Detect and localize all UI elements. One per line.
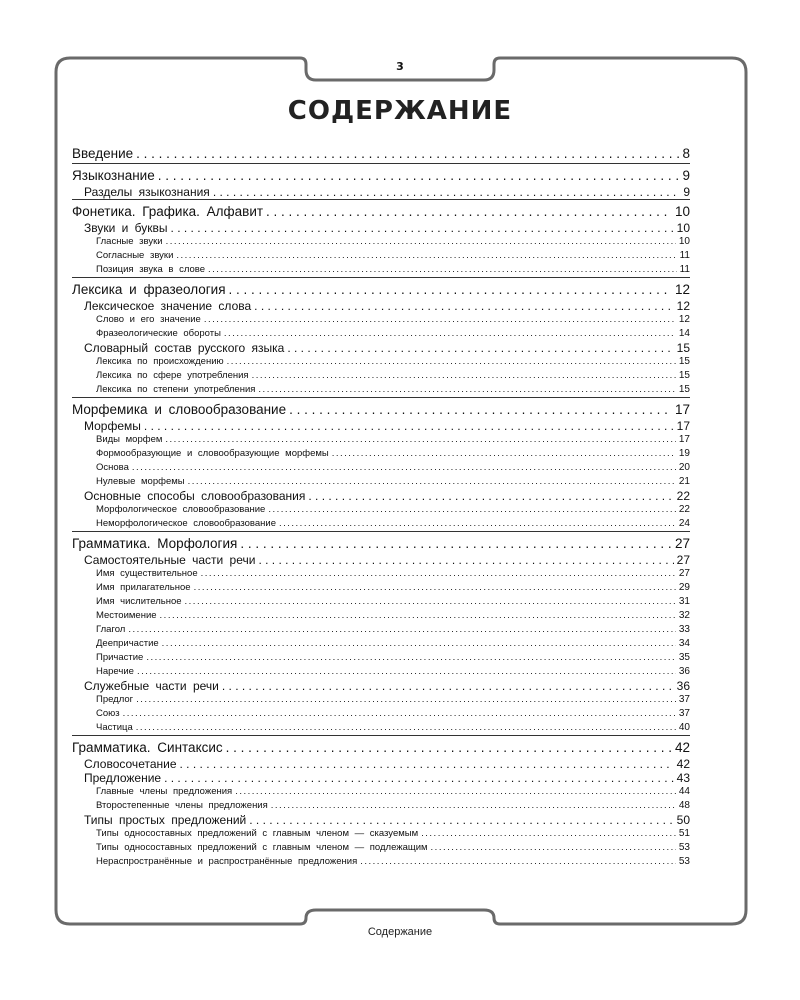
toc-entry-title: Формообразующие и словообразующие морфемы bbox=[96, 448, 329, 459]
toc-entry-level-2[interactable] bbox=[72, 553, 690, 567]
toc-entry-page: 50 bbox=[676, 813, 690, 827]
toc-entry-page: 22 bbox=[676, 489, 690, 503]
toc-entry-level-3[interactable] bbox=[72, 799, 690, 813]
toc-leader-dots bbox=[258, 383, 675, 397]
toc-leader-dots bbox=[308, 489, 673, 503]
toc-entry-page: 35 bbox=[678, 652, 690, 663]
toc-leader-dots bbox=[227, 355, 676, 369]
toc-leader-dots bbox=[332, 447, 676, 461]
toc-entry-level-3[interactable] bbox=[72, 235, 690, 249]
toc-entry-level-3[interactable] bbox=[72, 433, 690, 447]
toc-leader-dots bbox=[271, 799, 676, 813]
toc-entry-title: Наречие bbox=[96, 666, 134, 677]
toc-entry-level-3[interactable] bbox=[72, 707, 690, 721]
toc-entry-title: Словарный состав русского языка bbox=[84, 341, 285, 355]
toc-leader-dots bbox=[229, 280, 672, 299]
toc-entry-title: Причастие bbox=[96, 652, 144, 663]
toc-entry-level-3[interactable] bbox=[72, 651, 690, 665]
toc-entry-page: 21 bbox=[678, 476, 690, 487]
toc-entry-page: 37 bbox=[678, 694, 690, 705]
toc-entry-level-1[interactable] bbox=[72, 144, 690, 163]
toc-section bbox=[72, 280, 690, 398]
toc-section bbox=[72, 400, 690, 532]
toc-leader-dots bbox=[164, 771, 674, 785]
toc-entry-title: Имя прилагательное bbox=[96, 582, 191, 593]
toc-entry-level-3[interactable] bbox=[72, 855, 690, 869]
toc-entry-level-3[interactable] bbox=[72, 447, 690, 461]
toc-leader-dots bbox=[240, 534, 672, 553]
toc-leader-dots bbox=[226, 738, 672, 757]
toc-entry-title: Типы односоставных предложений с главным членом — подлежащим bbox=[96, 842, 428, 853]
toc-entry-page: 9 bbox=[682, 168, 690, 183]
toc-entry-level-3[interactable] bbox=[72, 721, 690, 735]
toc-leader-dots bbox=[180, 757, 674, 771]
toc-entry-level-1[interactable] bbox=[72, 738, 690, 757]
toc-entry-title: Имя числительное bbox=[96, 596, 182, 607]
toc-entry-title: Основа bbox=[96, 462, 129, 473]
toc-entry-title: Языкознание bbox=[72, 168, 155, 183]
toc-section bbox=[72, 166, 690, 200]
toc-entry-level-2[interactable] bbox=[72, 341, 690, 355]
toc-entry-title: Словосочетание bbox=[84, 757, 177, 771]
toc-entry-page: 17 bbox=[674, 402, 690, 417]
toc-entry-page: 42 bbox=[676, 757, 690, 771]
toc-entry-title: Главные члены предложения bbox=[96, 786, 233, 797]
toc-entry-page: 34 bbox=[678, 638, 690, 649]
toc-entry-page: 9 bbox=[683, 185, 690, 199]
toc-entry-page: 53 bbox=[678, 856, 690, 867]
toc-entry-level-3[interactable] bbox=[72, 327, 690, 341]
toc-entry-title: Фонетика. Графика. Алфавит bbox=[72, 204, 264, 219]
toc-entry-title: Грамматика. Морфология bbox=[72, 536, 238, 551]
toc-leader-dots bbox=[224, 327, 676, 341]
toc-entry-page: 37 bbox=[678, 708, 690, 719]
toc-leader-dots bbox=[162, 637, 676, 651]
toc-entry-title: Звуки и буквы bbox=[84, 221, 168, 235]
page-number: 3 bbox=[396, 60, 404, 73]
toc-entry-title: Введение bbox=[72, 146, 134, 161]
toc-entry-title: Типы односоставных предложений с главным членом — сказуемым bbox=[96, 828, 419, 839]
toc-entry-level-1[interactable] bbox=[72, 280, 690, 299]
toc-entry-level-3[interactable] bbox=[72, 841, 690, 855]
toc-entry-page: 22 bbox=[678, 504, 690, 515]
toc-leader-dots bbox=[431, 841, 676, 855]
toc-entry-page: 12 bbox=[674, 282, 690, 297]
toc-entry-title: Согласные звуки bbox=[96, 250, 174, 261]
toc-entry-page: 27 bbox=[674, 536, 690, 551]
toc-leader-dots bbox=[201, 567, 676, 581]
toc-entry-page: 19 bbox=[678, 448, 690, 459]
toc-entry-title: Лексика по сфере употребления bbox=[96, 370, 249, 381]
toc-entry-level-2[interactable] bbox=[72, 679, 690, 693]
toc-entry-level-3[interactable] bbox=[72, 595, 690, 609]
toc-entry-level-3[interactable] bbox=[72, 609, 690, 623]
toc-leader-dots bbox=[268, 503, 676, 517]
toc-leader-dots bbox=[188, 475, 676, 489]
toc-leader-dots bbox=[158, 166, 680, 185]
toc-entry-page: 10 bbox=[674, 204, 690, 219]
toc-entry-page: 11 bbox=[679, 264, 690, 275]
toc-entry-level-2[interactable] bbox=[72, 757, 690, 771]
toc-leader-dots bbox=[266, 202, 672, 221]
toc-entry-title: Деепричастие bbox=[96, 638, 159, 649]
toc-leader-dots bbox=[136, 144, 679, 163]
toc-leader-dots bbox=[146, 651, 676, 665]
page-title: СОДЕРЖАНИЕ bbox=[287, 96, 513, 126]
toc-entry-title: Лексика по степени употребления bbox=[96, 384, 256, 395]
toc-leader-dots bbox=[254, 299, 673, 313]
toc-entry-page: 14 bbox=[678, 328, 690, 339]
toc-section bbox=[72, 202, 690, 278]
toc-entry-page: 43 bbox=[676, 771, 690, 785]
toc-entry-page: 40 bbox=[678, 722, 690, 733]
toc-entry-level-3[interactable] bbox=[72, 785, 690, 799]
toc-leader-dots bbox=[123, 707, 676, 721]
toc-entry-level-2[interactable] bbox=[72, 221, 690, 235]
toc-entry-level-3[interactable] bbox=[72, 475, 690, 489]
toc-entry-page: 10 bbox=[676, 221, 690, 235]
toc-entry-level-3[interactable] bbox=[72, 517, 690, 531]
toc-leader-dots bbox=[136, 693, 676, 707]
toc-section bbox=[72, 144, 690, 164]
toc-leader-dots bbox=[165, 433, 675, 447]
running-footer: Содержание bbox=[367, 926, 433, 938]
toc-entry-title: Нераспространённые и распространённые предложения bbox=[96, 856, 358, 867]
toc-leader-dots bbox=[208, 263, 677, 277]
toc-entry-title: Лексика по происхождению bbox=[96, 356, 224, 367]
toc-entry-page: 11 bbox=[679, 250, 690, 261]
toc-leader-dots bbox=[235, 785, 676, 799]
toc-entry-title: Грамматика. Синтаксис bbox=[72, 740, 223, 755]
toc-entry-level-2[interactable] bbox=[72, 419, 690, 433]
toc-entry-title: Нулевые морфемы bbox=[96, 476, 185, 487]
toc-entry-title: Морфемика и словообразование bbox=[72, 402, 287, 417]
toc-entry-page: 42 bbox=[674, 740, 690, 755]
toc-entry-page: 20 bbox=[678, 462, 690, 473]
toc-entry-level-3[interactable] bbox=[72, 313, 690, 327]
toc-entry-title: Имя существительное bbox=[96, 568, 198, 579]
toc-entry-level-3[interactable] bbox=[72, 355, 690, 369]
toc-entry-title: Морфологическое словообразование bbox=[96, 504, 266, 515]
toc-leader-dots bbox=[194, 581, 676, 595]
toc-entry-title: Виды морфем bbox=[96, 434, 163, 445]
toc-entry-title: Местоимение bbox=[96, 610, 157, 621]
toc-entry-title: Типы простых предложений bbox=[84, 813, 247, 827]
toc-entry-level-3[interactable] bbox=[72, 249, 690, 263]
toc-entry-title: Слово и его значение bbox=[96, 314, 201, 325]
toc-entry-level-3[interactable] bbox=[72, 503, 690, 517]
toc-entry-page: 17 bbox=[678, 434, 690, 445]
toc-entry-title: Основные способы словообразования bbox=[84, 489, 306, 503]
toc-entry-page: 27 bbox=[678, 568, 690, 579]
toc-leader-dots bbox=[287, 341, 673, 355]
toc-entry-title: Морфемы bbox=[84, 419, 141, 433]
toc-entry-page: 15 bbox=[678, 356, 690, 367]
toc-entry-page: 48 bbox=[678, 800, 690, 811]
toc-leader-dots bbox=[136, 721, 676, 735]
toc-leader-dots bbox=[144, 419, 674, 433]
toc-entry-title: Разделы языкознания bbox=[84, 185, 210, 199]
toc-leader-dots bbox=[137, 665, 676, 679]
toc-entry-page: 51 bbox=[678, 828, 690, 839]
toc-entry-level-3[interactable] bbox=[72, 461, 690, 475]
toc-entry-page: 33 bbox=[678, 624, 690, 635]
toc-leader-dots bbox=[204, 313, 676, 327]
toc-entry-level-1[interactable] bbox=[72, 166, 690, 185]
toc-section bbox=[72, 534, 690, 736]
toc-leader-dots bbox=[160, 609, 676, 623]
toc-entry-level-3[interactable] bbox=[72, 693, 690, 707]
toc-entry-title: Самостоятельные части речи bbox=[84, 553, 256, 567]
toc-section bbox=[72, 738, 690, 869]
toc-entry-page: 15 bbox=[678, 370, 690, 381]
toc-entry-page: 8 bbox=[682, 146, 690, 161]
toc-leader-dots bbox=[166, 235, 676, 249]
toc-entry-level-3[interactable] bbox=[72, 665, 690, 679]
toc-leader-dots bbox=[213, 185, 681, 199]
toc-entry-title: Предлог bbox=[96, 694, 134, 705]
toc-entry-level-2[interactable] bbox=[72, 771, 690, 785]
toc-entry-page: 24 bbox=[678, 518, 690, 529]
toc-leader-dots bbox=[252, 369, 676, 383]
toc-entry-title: Союз bbox=[96, 708, 120, 719]
toc-entry-level-3[interactable] bbox=[72, 623, 690, 637]
toc-entry-level-3[interactable] bbox=[72, 263, 690, 277]
toc-leader-dots bbox=[421, 827, 676, 841]
toc-entry-page: 29 bbox=[678, 582, 690, 593]
table-of-contents bbox=[72, 144, 690, 869]
toc-entry-level-3[interactable] bbox=[72, 383, 690, 397]
toc-entry-title: Глагол bbox=[96, 624, 126, 635]
toc-entry-level-3[interactable] bbox=[72, 827, 690, 841]
toc-entry-level-3[interactable] bbox=[72, 581, 690, 595]
toc-leader-dots bbox=[360, 855, 676, 869]
toc-entry-page: 31 bbox=[678, 596, 690, 607]
toc-entry-page: 32 bbox=[678, 610, 690, 621]
toc-entry-page: 36 bbox=[678, 666, 690, 677]
toc-entry-level-3[interactable] bbox=[72, 567, 690, 581]
toc-entry-level-1[interactable] bbox=[72, 400, 690, 419]
toc-entry-title: Служебные части речи bbox=[84, 679, 219, 693]
toc-leader-dots bbox=[132, 461, 676, 475]
toc-entry-level-2[interactable] bbox=[72, 299, 690, 313]
toc-leader-dots bbox=[289, 400, 672, 419]
toc-entry-page: 15 bbox=[678, 384, 690, 395]
toc-leader-dots bbox=[128, 623, 676, 637]
toc-leader-dots bbox=[258, 553, 673, 567]
toc-entry-page: 17 bbox=[676, 419, 690, 433]
toc-entry-page: 12 bbox=[678, 314, 690, 325]
toc-entry-page: 10 bbox=[678, 236, 690, 247]
toc-leader-dots bbox=[176, 249, 676, 263]
toc-entry-level-2[interactable] bbox=[72, 489, 690, 503]
toc-entry-title: Частица bbox=[96, 722, 133, 733]
toc-entry-title: Позиция звука в слове bbox=[96, 264, 206, 275]
toc-entry-title: Второстепенные члены предложения bbox=[96, 800, 268, 811]
toc-entry-level-1[interactable] bbox=[72, 202, 690, 221]
toc-entry-level-1[interactable] bbox=[72, 534, 690, 553]
toc-leader-dots bbox=[171, 221, 674, 235]
toc-entry-title: Гласные звуки bbox=[96, 236, 163, 247]
toc-entry-level-3[interactable] bbox=[72, 369, 690, 383]
toc-entry-page: 15 bbox=[676, 341, 690, 355]
toc-entry-page: 27 bbox=[676, 553, 690, 567]
toc-entry-title: Неморфологическое словообразование bbox=[96, 518, 276, 529]
toc-entry-title: Предложение bbox=[84, 771, 162, 785]
toc-entry-page: 36 bbox=[676, 679, 690, 693]
toc-entry-level-2[interactable] bbox=[72, 185, 690, 199]
toc-leader-dots bbox=[249, 813, 673, 827]
toc-leader-dots bbox=[222, 679, 674, 693]
toc-entry-page: 53 bbox=[678, 842, 690, 853]
toc-entry-page: 44 bbox=[678, 786, 690, 797]
toc-entry-title: Лексическое значение слова bbox=[84, 299, 252, 313]
toc-entry-level-3[interactable] bbox=[72, 637, 690, 651]
toc-entry-title: Фразеологические обороты bbox=[96, 328, 221, 339]
toc-entry-title: Лексика и фразеология bbox=[72, 282, 226, 297]
toc-entry-page: 12 bbox=[676, 299, 690, 313]
toc-leader-dots bbox=[185, 595, 676, 609]
toc-entry-level-2[interactable] bbox=[72, 813, 690, 827]
toc-leader-dots bbox=[279, 517, 676, 531]
